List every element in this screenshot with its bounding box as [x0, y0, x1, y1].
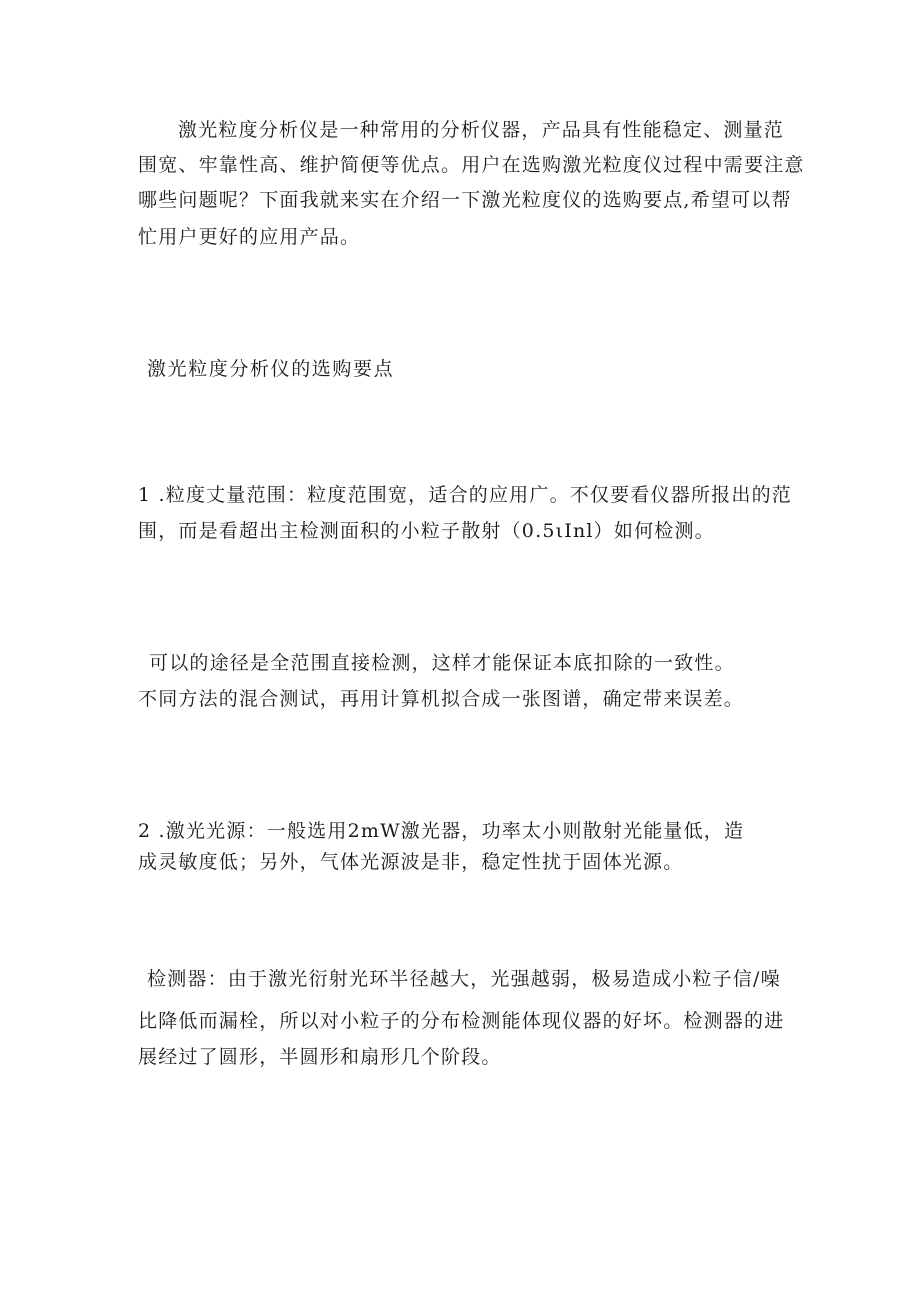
intro-line-3: 哪些问题呢？下面我就来实在介绍一下激光粒度仪的选购要点,希望可以帮 — [138, 189, 792, 211]
note-1-line-2: 不同方法的混合测试，再用计算机拟合成一张图谱，确定带来误差。 — [138, 688, 745, 710]
detector-line-1: 检测器：由于激光衍射光环半径越大，光强越弱，极易造成小粒子信/噪 — [147, 968, 781, 990]
section-title: 激光粒度分析仪的选购要点 — [147, 358, 395, 380]
point-1-line-1: 1 .粒度丈量范围：粒度范围宽，适合的应用广。不仅要看仪器所报出的范 — [138, 484, 792, 506]
detector-line-2: 比降低而漏栓，所以对小粒子的分布检测能体现仪器的好坏。检测器的进 — [138, 1010, 785, 1032]
intro-line-2: 围宽、牢靠性高、维护简便等优点。用户在选购激光粒度仪过程中需要注意 — [138, 154, 805, 176]
note-1-line-1: 可以的途径是全范围直接检测，这样才能保证本底扣除的一致性。 — [149, 652, 735, 674]
intro-line-4: 忙用户更好的应用产品。 — [138, 226, 361, 248]
point-2-line-1: 2 .激光光源：一般选用2mW激光器，功率太小则散射光能量低，造 — [138, 820, 745, 842]
detector-line-3: 展经过了圆形，半圆形和扇形几个阶段。 — [138, 1046, 502, 1068]
point-1-line-2: 围，而是看超出主检测面积的小粒子散射（0.5ιInl）如何检测。 — [138, 520, 715, 542]
intro-line-1: 激光粒度分析仪是一种常用的分析仪器，产品具有性能稳定、测量范 — [178, 119, 785, 141]
point-2-line-2: 成灵敏度低；另外，气体光源波是非，稳定性扰于固体光源。 — [138, 851, 684, 873]
